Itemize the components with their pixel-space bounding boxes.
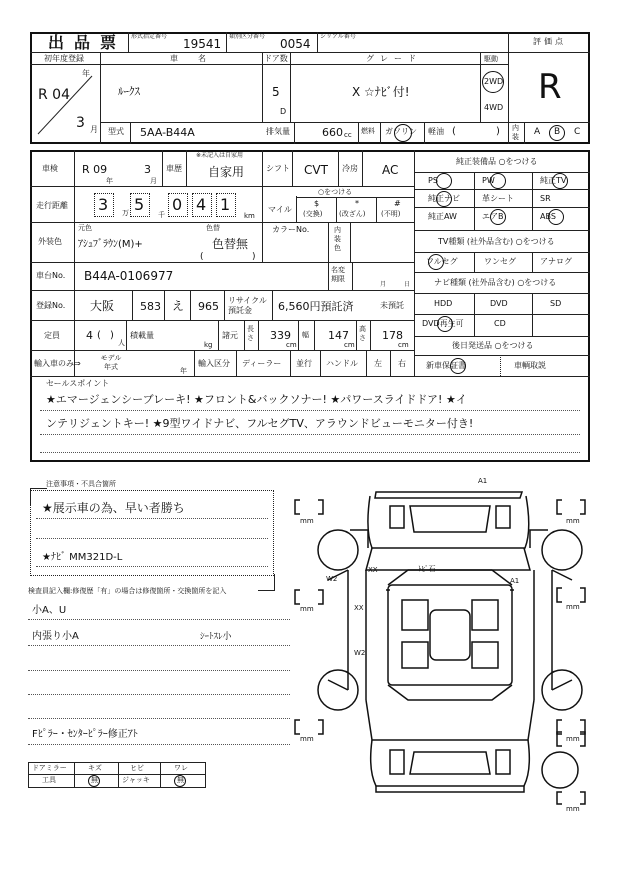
- model-label: 型式: [108, 127, 124, 136]
- mileage-digit: 1: [220, 195, 231, 214]
- reg-kana: え: [172, 299, 185, 313]
- reg-no: 965: [198, 300, 219, 313]
- length-label: 長さ: [247, 325, 254, 342]
- equipment-row-line: [414, 189, 590, 190]
- class-no-label: 類別区分番号: [229, 33, 266, 40]
- inspection-label: 車検: [42, 164, 58, 173]
- color-change-label: 色替: [206, 224, 220, 232]
- person-unit: 人: [118, 339, 125, 347]
- handle-label: ハンドル: [326, 359, 358, 368]
- tv-col-line: [474, 252, 475, 272]
- equipment-col-line: [532, 172, 533, 230]
- tools-h4: ワレ: [174, 764, 188, 772]
- navi-row-line: [414, 314, 590, 315]
- shift: CVT: [304, 163, 328, 177]
- equipment-item: PW: [482, 176, 495, 185]
- equipment-item: 純正ナビ: [428, 194, 460, 203]
- doors-label: ドア数: [264, 54, 288, 63]
- inspection-month: 3: [144, 163, 151, 176]
- month-suffix: 月: [90, 125, 98, 134]
- interior-circle: [549, 125, 565, 141]
- tv-item: フルセグ: [426, 257, 458, 266]
- height: 178: [382, 329, 403, 342]
- height-label: 高さ: [359, 325, 366, 342]
- car-name: ﾙｰｸｽ: [118, 85, 140, 98]
- mm-4: mm: [566, 603, 580, 611]
- inspection-year: R 09: [82, 163, 108, 176]
- chassis-label: 車台No.: [36, 271, 66, 280]
- tv-item: ワンセグ: [484, 257, 516, 266]
- original-color-label: 元色: [78, 224, 92, 232]
- unknown-label: (不明): [381, 210, 401, 218]
- history: 自家用: [208, 165, 245, 179]
- navi-label: ナビ種類 (社外品含む) ○をつける: [434, 278, 557, 287]
- rating-value: R: [538, 67, 562, 107]
- mileage-digit: 5: [134, 195, 145, 214]
- tools-h2: キズ: [88, 764, 102, 772]
- navi-circle: [437, 316, 453, 332]
- capacity: 4: [86, 329, 93, 342]
- tv-col-line: [532, 252, 533, 272]
- equipment-item: PS: [428, 176, 438, 185]
- later-item: 車輌取説: [514, 361, 546, 370]
- inspector-label: 検査員記入欄:修復歴「有」の場合は修復箇所・交換箇所を記入: [28, 587, 227, 595]
- mile-label: マイル: [268, 205, 292, 214]
- diagram-w2-center: W2: [354, 649, 366, 657]
- name-change-month: 月: [380, 281, 387, 288]
- grade-label: グレード: [366, 54, 422, 63]
- history-label: 車歴: [166, 164, 182, 173]
- diagram-a1-top: A1: [478, 477, 488, 485]
- man-unit: 万: [122, 209, 129, 217]
- first-reg-label: 初年度登録: [44, 54, 84, 63]
- tools-r4: 無: [177, 776, 184, 784]
- original-color: ｱｼｭﾌﾞﾗｳﾝ(M)+: [78, 239, 143, 250]
- displacement-label: 排気量: [266, 127, 290, 136]
- capacity-label: 定員: [44, 331, 60, 340]
- reg-class: 583: [140, 300, 161, 313]
- displacement: 660: [322, 126, 343, 139]
- first-reg-month: 3: [76, 115, 85, 131]
- model: 5AA-B44A: [140, 126, 195, 139]
- color-paren-open: (: [200, 252, 204, 262]
- mm-3: mm: [300, 605, 314, 613]
- recycle-label: リサイクル預託金: [228, 296, 267, 315]
- exchange-label: (交換): [303, 210, 323, 218]
- mm-7: mm: [566, 805, 580, 813]
- equipment-label: 純正装備品 ○をつける: [456, 157, 538, 166]
- unknown-symbol: #: [394, 199, 401, 208]
- sales-line1: ★エマージェンシーブレーキ! ★フロント&バックソナー! ★パワースライドドア! ★イ: [46, 393, 467, 406]
- equipment-item: エアB: [482, 212, 504, 221]
- length-cm: cm: [286, 341, 297, 349]
- inspector-line1: 小A、U: [32, 605, 67, 616]
- rating-label: 評価点: [533, 37, 566, 46]
- tv-item: アナログ: [540, 257, 572, 266]
- import-parallel: 並行: [296, 359, 312, 368]
- width-label: 幅: [302, 331, 309, 339]
- equipment-row-line: [414, 207, 590, 208]
- later-item: 新車保証書: [426, 361, 466, 370]
- caution-label: 注意事項・不具合箇所: [46, 480, 116, 488]
- navi-item: HDD: [434, 299, 453, 308]
- equipment-circle: [490, 173, 506, 189]
- equipment-item: ABS: [540, 212, 556, 221]
- load-label: 積載量: [130, 331, 154, 340]
- inspector-line2b: ｼｰﾄｽﾚ小: [200, 632, 232, 642]
- navi-item: DVD再生可: [422, 319, 464, 328]
- equipment-circle: [436, 191, 452, 207]
- diagram-w2-left: W2: [326, 575, 338, 583]
- diagram-a1-right: A1: [510, 577, 520, 585]
- inspection-year-unit: 年: [106, 177, 113, 185]
- circle-note: ○をつける: [318, 188, 353, 196]
- color-no-label: カラーNo.: [272, 225, 310, 234]
- navi-item: DVD: [490, 299, 508, 308]
- grade: X ☆ﾅﾋﾞ付!: [352, 85, 410, 99]
- caution-2: ★ﾅﾋﾞ MM321D-L: [42, 552, 123, 563]
- door-type: D: [280, 107, 287, 116]
- mileage-label: 走行距離: [36, 201, 68, 210]
- tools-r2: 無: [91, 776, 98, 784]
- form-title: 出品票: [48, 33, 127, 52]
- capacity-paren-close: ): [110, 330, 114, 341]
- diagram-xx2: XX: [354, 604, 364, 612]
- recycle-not: 未預託: [380, 301, 404, 310]
- width-cm: cm: [344, 341, 355, 349]
- sen-unit: 千: [158, 211, 165, 219]
- serial-label: シリアル番号: [320, 33, 356, 40]
- tools-r3: ジャッキ: [122, 776, 150, 784]
- interior-b: B: [554, 127, 561, 137]
- diagram-navi-stone: ﾄﾋﾞ石: [418, 565, 436, 573]
- tools-h3: ヒビ: [130, 764, 144, 772]
- model-year-label: モデル年式: [100, 354, 122, 371]
- tv-label: TV種類 (社外品含む) ○をつける: [438, 237, 555, 246]
- interior-a: A: [534, 127, 541, 137]
- kg-unit: kg: [204, 341, 213, 349]
- import-only: 輸入車のみ⇒: [34, 359, 81, 368]
- name-change-label: 名変期限: [331, 266, 345, 283]
- drive-2wd: 2WD: [484, 77, 504, 86]
- handle-right: 右: [398, 359, 406, 368]
- fuel-circle: [394, 124, 412, 142]
- equipment-item: SR: [540, 194, 551, 203]
- drive-4wd: 4WD: [484, 103, 504, 112]
- cooling: AC: [382, 163, 399, 177]
- handle-left: 左: [374, 359, 382, 368]
- diagram-xx1: XX: [368, 566, 378, 574]
- class-no: 0054: [280, 37, 311, 51]
- mm-1: mm: [300, 517, 314, 525]
- recycle-amount: 6,560円預託済: [278, 300, 354, 313]
- tools-r1: 工具: [42, 776, 56, 784]
- tamper-label: (改ざん): [339, 210, 366, 218]
- equipment-item: 純正AW: [428, 212, 457, 221]
- equipment-circle: [490, 209, 506, 225]
- model-year-unit: 年: [180, 367, 187, 375]
- sales-label: セールスポイント: [46, 379, 110, 388]
- fuel-label: 燃料: [361, 127, 375, 135]
- mm-6: mm: [566, 735, 580, 743]
- cc-unit: cc: [344, 131, 352, 139]
- fuel-light-oil: 軽油: [428, 127, 444, 136]
- navi-col-line: [532, 293, 533, 336]
- interior-label: 内装: [512, 124, 519, 141]
- doors: 5: [272, 85, 280, 99]
- mileage-digit: 3: [98, 195, 109, 214]
- tools-h1: ドアミラー: [32, 764, 67, 772]
- equipment-item: 純正TV: [540, 176, 567, 185]
- interior-c: C: [574, 127, 581, 137]
- later-label: 後日発送品 ○をつける: [452, 341, 534, 350]
- equipment-circle: [548, 209, 564, 225]
- drive-label: 駆動: [484, 55, 498, 63]
- chassis: B44A-0106977: [84, 269, 174, 283]
- inspector-line3: Fﾋﾟﾗｰ・ｾﾝﾀｰﾋﾟﾗｰ修正ｱﾄ: [32, 729, 138, 740]
- mileage-digit: 4: [196, 195, 207, 214]
- navi-col-line: [474, 293, 475, 336]
- import-type-label: 輸入区分: [198, 359, 230, 368]
- tools-r4-circle: [174, 775, 186, 787]
- caution-1: ★展示車の為、早い者勝ち: [42, 501, 185, 515]
- sales-line2: ンテリジェントキー! ★9型ワイドナビ、フルセグTV、アラウンドビューモニター付き!: [46, 417, 474, 430]
- tamper-symbol: *: [355, 199, 359, 208]
- equipment-col-line: [474, 172, 475, 230]
- year-suffix: 年: [82, 69, 90, 78]
- dims-label: 諸元: [222, 331, 238, 340]
- tools-r2-circle: [88, 775, 100, 787]
- km-unit: km: [244, 212, 255, 220]
- shift-label: シフト: [266, 164, 290, 173]
- capacity-paren-open: (: [97, 330, 101, 341]
- later-circle: [450, 358, 466, 374]
- exterior-label: 外装色: [38, 237, 62, 246]
- fuel-gasoline: ガソリン: [385, 127, 417, 136]
- height-cm: cm: [398, 341, 409, 349]
- tv-circle: [428, 254, 444, 270]
- equipment-circle: [552, 173, 568, 189]
- width: 147: [328, 329, 349, 342]
- name-change-day: 日: [404, 281, 411, 288]
- inspection-month-unit: 月: [150, 177, 157, 185]
- form-no: 19541: [183, 37, 222, 51]
- import-dealer: ディーラー: [242, 359, 282, 368]
- navi-item: CD: [494, 319, 506, 328]
- interior-color-label: 内装色: [334, 226, 341, 252]
- car-diagram: [290, 470, 610, 810]
- inspector-line2: 内張り小A: [32, 631, 79, 642]
- later-col-line: [500, 355, 501, 376]
- first-reg-year: R 04: [38, 87, 70, 103]
- fuel-paren-open: (: [452, 126, 456, 137]
- equipment-circle: [436, 173, 452, 189]
- color-paren-close: ): [252, 252, 256, 262]
- car-name-label: 車名: [170, 54, 226, 63]
- form-no-label: 形式指定番号: [131, 33, 168, 40]
- navi-item: SD: [550, 299, 562, 308]
- fuel-paren-close: ): [496, 126, 500, 137]
- color-change: 色替無: [212, 237, 249, 251]
- cooling-label: 冷房: [342, 164, 358, 173]
- reg-area: 大阪: [90, 299, 115, 313]
- equipment-item: 革シート: [482, 194, 514, 203]
- mileage-digit: 0: [172, 195, 183, 214]
- mm-5: mm: [300, 735, 314, 743]
- exchange-symbol: $: [314, 199, 320, 208]
- mm-2: mm: [566, 517, 580, 525]
- history-note: ※未記入は自家用: [196, 152, 244, 159]
- reg-label: 登録No.: [36, 301, 66, 310]
- length: 339: [270, 329, 291, 342]
